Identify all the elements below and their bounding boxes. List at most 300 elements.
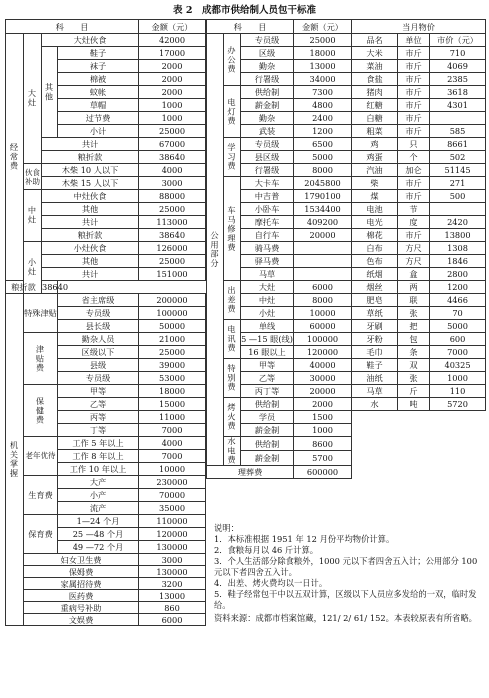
price-unit: 市斤 (398, 60, 430, 73)
table-row (207, 437, 486, 451)
price-unit: 个 (398, 151, 430, 164)
row-label: 小计 (58, 125, 139, 138)
row-amount: 100000 (294, 333, 352, 346)
row-value: 25000 (139, 346, 206, 359)
table-row (207, 164, 486, 177)
price-name: 棉花 (352, 229, 398, 242)
price-unit: 两 (398, 281, 430, 294)
table-row (207, 47, 486, 60)
row-value: 3000 (139, 177, 206, 190)
group-shuidian: 水电费 (224, 437, 241, 466)
price-name (352, 437, 398, 451)
price-unit: 条 (398, 346, 430, 359)
price-unit: 单位 (398, 34, 430, 47)
row-label: 驿马费 (241, 255, 294, 268)
group-baojian: 保健费 (24, 385, 58, 437)
price-price: 4301 (430, 99, 486, 112)
price-name (352, 451, 398, 465)
group-zhongzao: 中灶 (24, 190, 42, 242)
row-label: 勤杂人员 (58, 333, 139, 346)
price-unit: 市斤 (398, 125, 430, 138)
table-row (207, 320, 486, 333)
table-row (207, 359, 486, 372)
price-price (430, 411, 486, 424)
right-table-body (207, 34, 486, 479)
row-amount: 10000 (294, 307, 352, 320)
row-label: 木柴 10 人以下 (42, 164, 139, 177)
row-value: 13000 (139, 590, 206, 602)
price-unit (398, 424, 430, 437)
row-label: 供给制 (241, 398, 294, 411)
row-label: 棉被 (58, 73, 139, 86)
price-unit: 只 (398, 138, 430, 151)
table-row (207, 242, 486, 255)
row-label: 粮折款 (6, 281, 42, 294)
header-amount: 金额（元） (294, 20, 352, 34)
table-row (207, 255, 486, 268)
price-unit: 方尺 (398, 255, 430, 268)
price-name: 牙刷 (352, 320, 398, 333)
row-label: 区级以下 (58, 346, 139, 359)
row-label: 保姆费 (24, 566, 139, 578)
price-name: 肥皂 (352, 294, 398, 307)
price-name: 牙粉 (352, 333, 398, 346)
price-unit: 加仑 (398, 164, 430, 177)
group-pengyin: 烤火费 (224, 398, 241, 437)
price-price (430, 465, 486, 478)
table-row (207, 34, 486, 47)
row-amount: 34000 (294, 73, 352, 86)
row-label: 专员级 (58, 307, 139, 320)
row-value: 25000 (139, 203, 206, 216)
row-label: 中吉普 (241, 190, 294, 203)
row-amount: 8600 (294, 437, 352, 451)
group-jingchang: 经常费 (6, 34, 24, 281)
row-label: 过节费 (58, 112, 139, 125)
price-price: 5000 (430, 320, 486, 333)
row-value: 10000 (139, 463, 206, 476)
price-name: 马草 (352, 385, 398, 398)
row-label: 专员级 (241, 138, 294, 151)
row-value: 200000 (139, 294, 206, 307)
price-name: 鸡蛋 (352, 151, 398, 164)
row-label: 工作 5 年以上 (58, 437, 139, 450)
row-label: 袜子 (58, 60, 139, 73)
price-price (430, 203, 486, 216)
row-amount (294, 255, 352, 268)
row-amount: 1790100 (294, 190, 352, 203)
row-value: 25000 (139, 125, 206, 138)
table-row (207, 281, 486, 294)
price-price: 502 (430, 151, 486, 164)
price-price: 市价（元） (430, 34, 486, 47)
row-amount: 2045800 (294, 177, 352, 190)
group-xiaozao: 小灶 (24, 242, 42, 294)
row-value: 2000 (139, 86, 206, 99)
row-label: 其他 (42, 203, 139, 216)
price-name: 毛巾 (352, 346, 398, 359)
price-price: 13800 (430, 229, 486, 242)
table-row (207, 346, 486, 359)
price-unit: 吨 (398, 398, 430, 411)
price-name: 烟丝 (352, 281, 398, 294)
table-row (207, 73, 486, 86)
price-name: 水 (352, 398, 398, 411)
row-label: 大产 (58, 476, 139, 489)
table-row (207, 99, 486, 112)
row-value: 6000 (139, 614, 206, 626)
price-unit: 方尺 (398, 242, 430, 255)
row-label: 自行车 (241, 229, 294, 242)
table-row (207, 229, 486, 242)
price-unit: 联 (398, 294, 430, 307)
row-label: 供给制 (241, 86, 294, 99)
header-prices: 当月物价 (352, 20, 486, 34)
row-label: 中灶伙食 (42, 190, 139, 203)
row-label: 大卡车 (241, 177, 294, 190)
price-unit: 市斤 (398, 99, 430, 112)
table-row (207, 398, 486, 411)
price-price: 51145 (430, 164, 486, 177)
price-price: 110 (430, 385, 486, 398)
source-note: 资料来源：成都市档案馆藏，121/ 2/ 61/ 152。本表较原表有所省略。 (214, 613, 477, 623)
group-jintie: 津贴费 (24, 333, 58, 385)
price-unit: 市斤 (398, 177, 430, 190)
row-value: 18000 (139, 385, 206, 398)
row-label: 1—24 个月 (58, 515, 139, 528)
row-label: 小灶 (241, 307, 294, 320)
row-value: 120000 (139, 528, 206, 541)
row-amount: 2400 (294, 112, 352, 125)
price-price: 3618 (430, 86, 486, 99)
price-unit: 包 (398, 333, 430, 346)
price-price: 1200 (430, 281, 486, 294)
row-amount: 20000 (294, 229, 352, 242)
row-value: 100000 (139, 307, 206, 320)
table-row (207, 216, 486, 229)
price-name: 纸烟 (352, 268, 398, 281)
row-label: 丁等 (58, 424, 139, 437)
price-price: 2800 (430, 268, 486, 281)
table-row (207, 112, 486, 125)
price-unit: 节 (398, 203, 430, 216)
group-chuchai: 出差费 (224, 281, 241, 320)
row-amount: 120000 (294, 346, 352, 359)
row-value: 130000 (139, 566, 206, 578)
row-label: 文娱费 (24, 614, 139, 626)
price-name: 白布 (352, 242, 398, 255)
row-label: 武装 (241, 125, 294, 138)
row-label: 区级 (241, 47, 294, 60)
price-name: 猪肉 (352, 86, 398, 99)
row-amount: 600000 (294, 465, 352, 478)
price-price: 70 (430, 307, 486, 320)
price-price: 1000 (430, 372, 486, 385)
row-amount: 1000 (294, 424, 352, 437)
row-label: 重病号补助 (24, 602, 139, 614)
table-row (207, 190, 486, 203)
table-row (207, 333, 486, 346)
row-amount (294, 242, 352, 255)
price-unit (398, 411, 430, 424)
row-value: 38640 (42, 282, 69, 292)
price-name: 鸡 (352, 138, 398, 151)
row-label: 中灶 (241, 294, 294, 307)
group-gongyong: 公用部分 (207, 34, 224, 466)
group-baoyu: 保育费 (24, 515, 58, 554)
group-jiguan: 机关掌握 (6, 294, 24, 626)
row-value: 151000 (139, 268, 206, 281)
row-label: 甲等 (58, 385, 139, 398)
header-subject: 科 目 (207, 20, 294, 34)
row-value: 38640 (139, 151, 206, 164)
price-unit: 张 (398, 307, 430, 320)
price-unit: 度 (398, 216, 430, 229)
price-unit (398, 465, 430, 478)
row-label: 薪金制 (241, 424, 294, 437)
row-label: 粮折款 (42, 151, 139, 164)
row-value: 42000 (139, 34, 206, 47)
header-amount: 金额（元） (139, 20, 206, 34)
price-name: 草纸 (352, 307, 398, 320)
left-budget-table (5, 19, 206, 626)
row-amount: 1534400 (294, 203, 352, 216)
price-price: 710 (430, 47, 486, 60)
price-unit: 市斤 (398, 47, 430, 60)
row-label: 丙丁等 (241, 385, 294, 398)
price-unit: 斤 (398, 385, 430, 398)
row-label: 25 —48 个月 (58, 528, 139, 541)
group-tebie: 特别费 (224, 359, 241, 398)
row-amount: 7300 (294, 86, 352, 99)
row-label: 骑马费 (241, 242, 294, 255)
row-label: 鞋子 (58, 47, 139, 60)
row-label: 马草 (241, 268, 294, 281)
row-label: 单线 (241, 320, 294, 333)
row-label: 蚊帐 (58, 86, 139, 99)
table-row (207, 151, 486, 164)
row-label: 学员 (241, 411, 294, 424)
notes-heading: 说明： (214, 523, 239, 533)
price-price: 1846 (430, 255, 486, 268)
table-row (207, 138, 486, 151)
row-label: 工作 10 年以上 (58, 463, 139, 476)
notes-section (214, 523, 484, 624)
right-budget-table (206, 19, 486, 479)
row-label: 共计 (42, 268, 139, 281)
group-dianxun: 电讯费 (224, 320, 241, 359)
row-amount: 40000 (294, 359, 352, 372)
row-label: 5 —15 眼(线) (241, 334, 293, 344)
price-name (352, 424, 398, 437)
row-label: 供给制 (241, 437, 294, 451)
row-label: 小产 (58, 489, 139, 502)
row-label: 共计 (42, 138, 139, 151)
row-value: 230000 (139, 476, 206, 489)
group-qita: 其他 (42, 47, 58, 138)
row-value: 7000 (139, 450, 206, 463)
price-name: 粗菜 (352, 125, 398, 138)
price-name: 电光 (352, 216, 398, 229)
price-price: 271 (430, 177, 486, 190)
row-value: 50000 (139, 320, 206, 333)
table-row (207, 60, 486, 73)
price-name: 食盐 (352, 73, 398, 86)
row-amount: 5700 (294, 451, 352, 465)
row-amount: 13000 (294, 60, 352, 73)
row-value: 39000 (139, 359, 206, 372)
price-name: 大米 (352, 47, 398, 60)
row-value: 38640 (139, 229, 206, 242)
group-teshu: 特殊津贴 (24, 294, 58, 333)
price-price: 7000 (430, 346, 486, 359)
row-value: 860 (139, 602, 206, 614)
row-amount: 8000 (294, 294, 352, 307)
row-value: 25000 (139, 255, 206, 268)
price-unit: 市斤 (398, 190, 430, 203)
row-label: 理葬费 (207, 465, 294, 478)
row-label: 大灶伙食 (42, 34, 139, 47)
table-row (207, 465, 486, 478)
row-value: 2000 (139, 60, 206, 73)
row-label: 乙等 (58, 398, 139, 411)
row-label: 流产 (58, 502, 139, 515)
table-row (207, 451, 486, 465)
price-price: 5720 (430, 398, 486, 411)
row-label: 医药费 (24, 590, 139, 602)
price-price: 1308 (430, 242, 486, 255)
row-value: 88000 (139, 190, 206, 203)
row-value: 130000 (139, 541, 206, 554)
row-label: 薪金制 (241, 99, 294, 112)
price-price: 4466 (430, 294, 486, 307)
note-item: 3．个人生活部分除食粮外，1000 元以下者四舍五入计；公用部分 100 元以下者四舍五入计。 (214, 556, 478, 577)
row-value: 67000 (139, 138, 206, 151)
group-laonian: 老年优待 (24, 437, 58, 476)
price-unit: 把 (398, 320, 430, 333)
price-name: 油纸 (352, 372, 398, 385)
price-name: 菜油 (352, 60, 398, 73)
row-amount: 6000 (294, 281, 352, 294)
price-unit (398, 437, 430, 451)
price-price: 2385 (430, 73, 486, 86)
row-label: 16 眼以上 (241, 346, 294, 359)
price-unit: 市斤 (398, 86, 430, 99)
price-price: 2420 (430, 216, 486, 229)
row-label: 大灶 (241, 281, 294, 294)
row-label: 49 —72 个月 (58, 541, 139, 554)
price-unit: 市斤 (398, 73, 430, 86)
price-name: 柴 (352, 177, 398, 190)
row-value: 2000 (139, 73, 206, 86)
row-amount: 2000 (294, 398, 352, 411)
row-amount: 8000 (294, 164, 352, 177)
row-label: 小灶伙食 (42, 242, 139, 255)
price-price: 40325 (430, 359, 486, 372)
table-row (207, 125, 486, 138)
row-label: 乙等 (241, 372, 294, 385)
group-huoshi: 伙食补助 (24, 164, 42, 190)
price-price: 8661 (430, 138, 486, 151)
row-label: 共计 (42, 216, 139, 229)
row-amount: 25000 (294, 34, 352, 47)
note-item: 5．鞋子经常包干中以五双计算，区级以下人员应多发给的一双，临时发给。 (214, 589, 477, 610)
price-unit: 市斤 (398, 229, 430, 242)
table-title: 表 2 成都市供给制人员包干标准 (173, 5, 316, 16)
table-row (207, 411, 486, 424)
row-amount: 1500 (294, 411, 352, 424)
price-name: 红糖 (352, 99, 398, 112)
table-row (207, 307, 486, 320)
row-value: 53000 (139, 372, 206, 385)
table-row (207, 86, 486, 99)
row-value: 1000 (139, 99, 206, 112)
price-name: 白糖 (352, 112, 398, 125)
row-label: 妇女卫生费 (24, 554, 139, 566)
row-label: 丙等 (58, 411, 139, 424)
row-amount: 6500 (294, 138, 352, 151)
row-value: 126000 (139, 242, 206, 255)
group-shengyu: 生育费 (24, 476, 58, 515)
row-label: 家属招待费 (24, 578, 139, 590)
row-label: 县长级 (58, 320, 139, 333)
row-label: 甲等 (241, 359, 294, 372)
row-label: 勤杂 (241, 60, 294, 73)
row-label: 行署级 (241, 164, 294, 177)
row-label: 木柴 15 人以下 (42, 177, 139, 190)
group-bangong: 办公费 (224, 34, 241, 86)
table-row (207, 268, 486, 281)
row-amount: 1200 (294, 125, 352, 138)
row-amount: 60000 (294, 320, 352, 333)
row-amount: 409200 (294, 216, 352, 229)
row-label: 省主席级 (58, 294, 139, 307)
price-price (430, 451, 486, 465)
row-label: 粮折款 (42, 229, 139, 242)
price-name: 品名 (352, 34, 398, 47)
price-name: 鞋子 (352, 359, 398, 372)
row-amount: 20000 (294, 385, 352, 398)
note-item: 1．本标准根据 1951 年 12 月份平均物价计算。 (214, 534, 395, 544)
price-name: 电池 (352, 203, 398, 216)
table-row (207, 372, 486, 385)
row-amount: 30000 (294, 372, 352, 385)
group-chechuan: 车马修理费 (224, 177, 241, 281)
table-row (207, 177, 486, 190)
row-value: 21000 (139, 333, 206, 346)
row-label: 专员级 (58, 372, 139, 385)
row-label: 薪金制 (241, 451, 294, 465)
row-label: 小卧车 (241, 203, 294, 216)
row-amount: 4800 (294, 99, 352, 112)
row-value: 35000 (139, 502, 206, 515)
price-name: 汽油 (352, 164, 398, 177)
table-row (207, 294, 486, 307)
price-unit: 市斤 (398, 112, 430, 125)
group-xuexi: 学习费 (224, 138, 241, 177)
row-value: 1000 (139, 112, 206, 125)
row-value: 110000 (139, 515, 206, 528)
row-value: 70000 (139, 489, 206, 502)
row-label: 专员级 (241, 34, 294, 47)
price-unit: 双 (398, 359, 430, 372)
price-price: 4069 (430, 60, 486, 73)
price-price (430, 112, 486, 125)
row-label: 行署级 (241, 73, 294, 86)
table-row (207, 385, 486, 398)
row-value: 4000 (139, 437, 206, 450)
row-amount: 5000 (294, 151, 352, 164)
